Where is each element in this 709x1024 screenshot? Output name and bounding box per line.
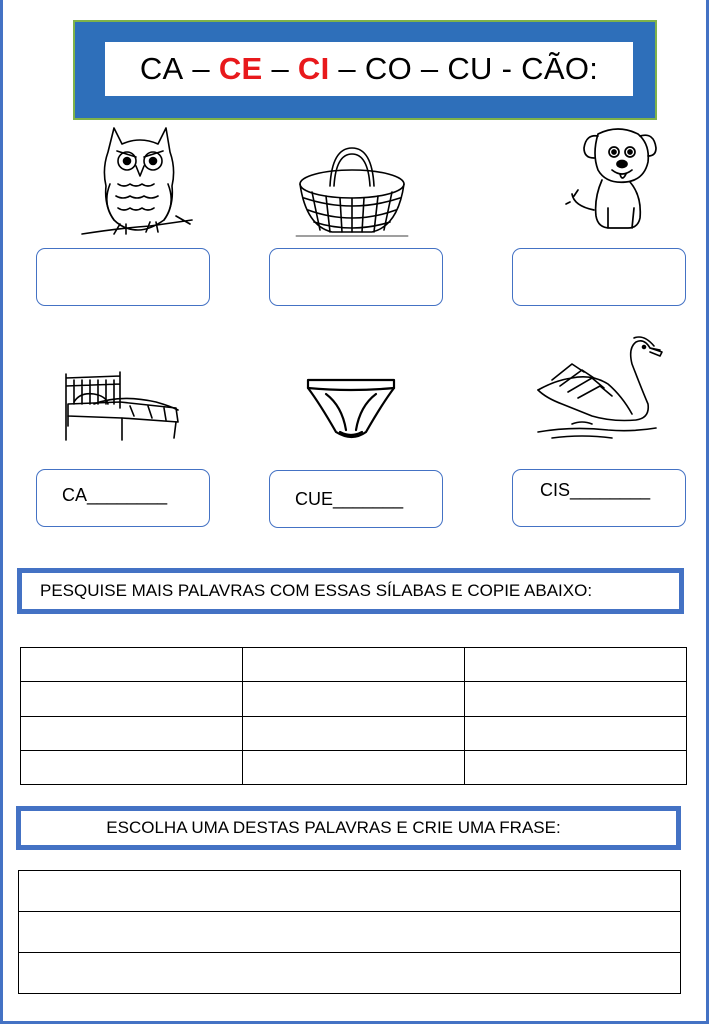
- sentence-lines: [18, 870, 681, 994]
- title-syllable-ca: CA: [139, 51, 184, 86]
- word-cell[interactable]: [465, 750, 687, 784]
- underwear-icon: [302, 374, 400, 446]
- swan-prompt: CIS________: [540, 480, 651, 500]
- owl-icon: [80, 124, 198, 240]
- bed-icon: [60, 368, 184, 448]
- word-cell[interactable]: [243, 716, 465, 750]
- table-row: [21, 750, 687, 784]
- word-cell[interactable]: [21, 682, 243, 716]
- word-cell[interactable]: [465, 648, 687, 682]
- dog-icon: [564, 124, 658, 234]
- title-syllable-ci: CI: [297, 51, 330, 86]
- bed-prompt: CA________: [62, 485, 168, 505]
- word-cell[interactable]: [243, 750, 465, 784]
- word-grid: [20, 647, 687, 785]
- word-cell[interactable]: [243, 682, 465, 716]
- sentence-instruction-text: ESCOLHA UMA DESTAS PALAVRAS E CRIE UMA FRASE:: [106, 818, 561, 837]
- worksheet-title: [105, 42, 633, 96]
- word-cell[interactable]: [243, 648, 465, 682]
- sentence-instruction-banner: [16, 806, 681, 850]
- table-row: [19, 953, 681, 994]
- table-row: [21, 648, 687, 682]
- swan-icon: [532, 334, 664, 444]
- sentence-line[interactable]: [19, 871, 681, 912]
- table-row: [21, 682, 687, 716]
- basket-answer-box[interactable]: [269, 248, 443, 306]
- table-row: [21, 716, 687, 750]
- word-cell[interactable]: [21, 750, 243, 784]
- title-rest: – CO – CU - CÃO:: [329, 51, 599, 86]
- title-syllable-ce: CE: [218, 51, 263, 86]
- word-cell[interactable]: [21, 648, 243, 682]
- research-instruction-text: PESQUISE MAIS PALAVRAS COM ESSAS SÍLABAS E COPIE ABAIXO:: [40, 581, 593, 600]
- sentence-line[interactable]: [19, 953, 681, 994]
- title-dash: –: [183, 51, 219, 86]
- table-row: [19, 871, 681, 912]
- word-cell[interactable]: [21, 716, 243, 750]
- word-cell[interactable]: [465, 682, 687, 716]
- word-cell[interactable]: [465, 716, 687, 750]
- title-dash: –: [262, 51, 298, 86]
- research-instruction-banner: [17, 568, 684, 614]
- dog-answer-box[interactable]: [512, 248, 686, 306]
- owl-answer-box[interactable]: [36, 248, 210, 306]
- sentence-line[interactable]: [19, 912, 681, 953]
- underwear-prompt: CUE_______: [295, 489, 404, 509]
- basket-icon: [292, 142, 410, 238]
- table-row: [19, 912, 681, 953]
